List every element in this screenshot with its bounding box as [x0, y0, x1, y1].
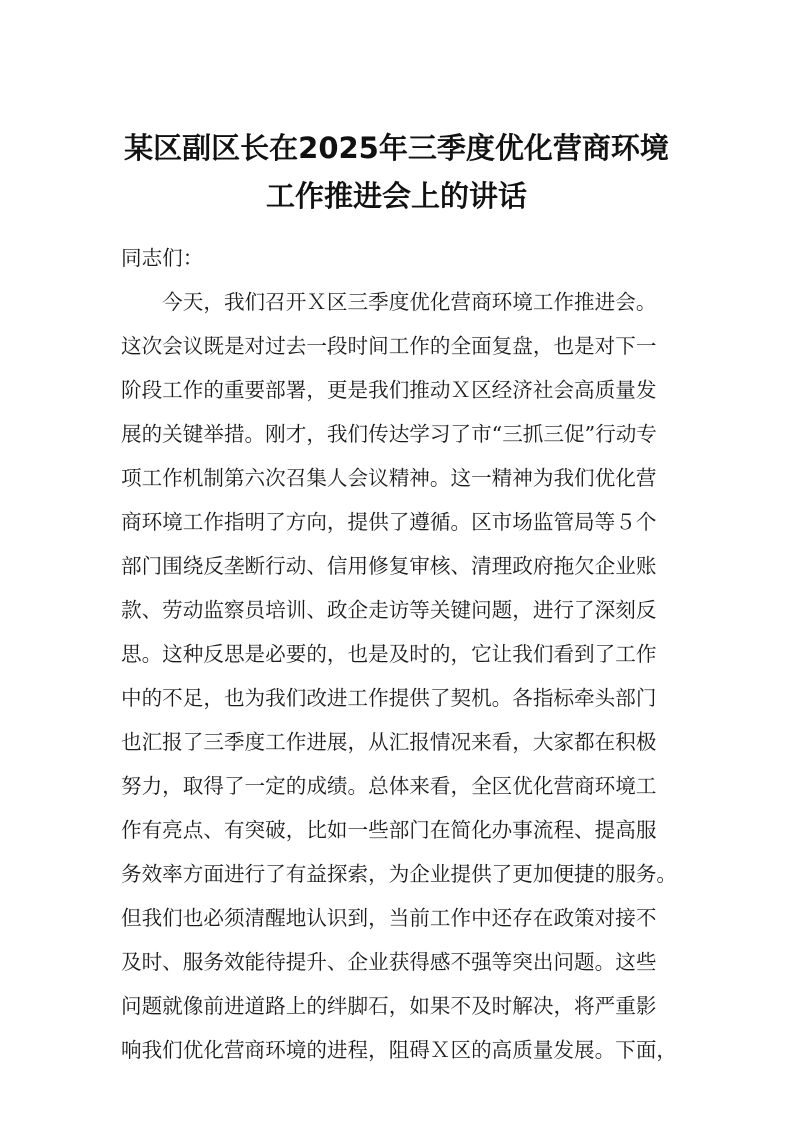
paragraph-line: 商环境工作指明了方向，提供了遵循。区市场监管局等５个: [121, 510, 657, 534]
paragraph-line: 今天，我们召开Ｘ区三季度优化营商环境工作推进会。: [121, 290, 657, 314]
paragraph-line: 款、劳动监察员培训、政企走访等关键问题，进行了深刻反: [121, 598, 657, 622]
paragraph-line: 也汇报了三季度工作进展，从汇报情况来看，大家都在积极: [121, 730, 657, 754]
paragraph-line: 部门围绕反垄断行动、信用修复审核、清理政府拖欠企业账: [121, 554, 657, 578]
paragraph-line: 问题就像前进道路上的绊脚石，如果不及时解决，将严重影: [121, 994, 657, 1018]
paragraph-line: 但我们也必须清醒地认识到，当前工作中还存在政策对接不: [121, 906, 657, 930]
paragraph-line: 这次会议既是对过去一段时间工作的全面复盘，也是对下一: [121, 334, 657, 358]
paragraph-line: 作有亮点、有突破，比如一些部门在简化办事流程、提高服: [121, 818, 657, 842]
document-title-line-2: 工作推进会上的讲话: [265, 179, 527, 213]
salutation: 同志们：: [121, 246, 204, 270]
document-title-line-1: 某区副区长在2025年三季度优化营商环境: [124, 131, 669, 165]
paragraph-line: 努力，取得了一定的成绩。总体来看，全区优化营商环境工: [121, 774, 657, 798]
paragraph-line: 思。这种反思是必要的，也是及时的，它让我们看到了工作: [121, 642, 657, 666]
paragraph-line: 及时、服务效能待提升、企业获得感不强等突出问题。这些: [121, 950, 657, 974]
paragraph-line: 中的不足，也为我们改进工作提供了契机。各指标牵头部门: [121, 686, 657, 710]
paragraph-line: 项工作机制第六次召集人会议精神。这一精神为我们优化营: [121, 466, 657, 490]
paragraph-line: 展的关键举措。刚才，我们传达学习了市“三抓三促”行动专: [121, 422, 657, 446]
paragraph-line: 务效率方面进行了有益探索，为企业提供了更加便捷的服务。: [121, 862, 678, 886]
paragraph-line: 阶段工作的重要部署，更是我们推动Ｘ区经济社会高质量发: [121, 378, 657, 402]
paragraph-line: 响我们优化营商环境的进程，阻碍Ｘ区的高质量发展。下面，: [121, 1038, 678, 1062]
